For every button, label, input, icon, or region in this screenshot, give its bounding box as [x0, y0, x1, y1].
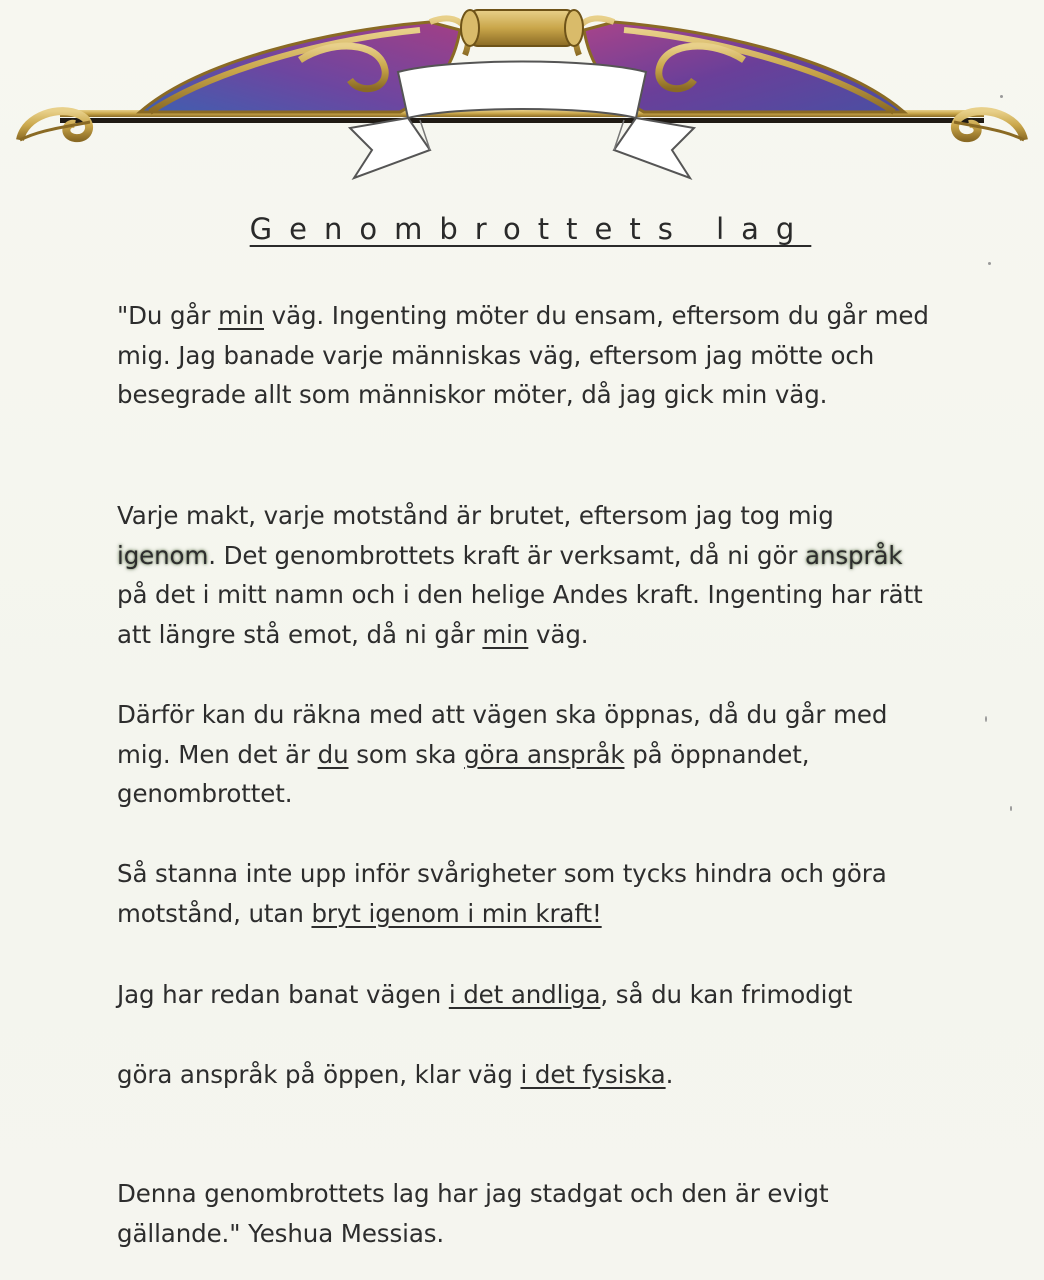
text-segment: Jag har redan banat vägen — [117, 980, 449, 1009]
text-segment: som ska — [348, 739, 465, 769]
text-segment: Så stanna inte upp inför svårigheter som tycks hindra och göra motstånd, utan — [117, 859, 887, 928]
underlined-phrase: du — [317, 739, 349, 769]
text-segment: , så du kan frimodigt — [600, 980, 853, 1009]
scan-speck — [988, 262, 991, 265]
text-segment: på det i mitt namn och i den helige Andes kraft. Ingenting har rätt att längre stå emot, då ni går — [117, 580, 923, 649]
underlined-phrase: bryt igenom i min kraft! — [311, 898, 602, 928]
scan-speck — [1000, 95, 1003, 98]
text-segment: göra anspråk på öppen, klar väg — [117, 1060, 521, 1089]
paragraph-1 — [117, 296, 937, 415]
underlined-phrase: göra anspråk — [464, 739, 625, 769]
text-segment: på öppnandet, genombrottet. — [117, 739, 810, 808]
paragraph-7 — [117, 1174, 937, 1253]
text-segment: Denna genombrottets lag har jag stadgat och den är evigt gällande." Yeshua Messias. — [117, 1179, 829, 1248]
ornamental-header-banner — [0, 0, 1044, 190]
underlined-phrase: i det fysiska — [520, 1060, 666, 1089]
text-segment: väg. Ingenting möter du ensam, eftersom du går med mig. Jag banade varje människas väg, eftersom jag mötte och besegrade allt som människor möter, då jag gick min väg. — [117, 301, 929, 409]
underlined-phrase: min — [482, 619, 529, 649]
highlighted-word: anspråk — [805, 540, 903, 570]
text-segment: väg. — [528, 619, 589, 649]
scan-speck — [985, 716, 987, 722]
highlighted-word: igenom — [117, 540, 209, 570]
text-segment: Därför kan du räkna med att vägen ska öppnas, då du går med mig. Men det är — [117, 700, 888, 769]
text-segment: . Det genombrottets kraft är verksamt, då ni gör — [208, 540, 806, 570]
text-segment: Varje makt, varje motstånd är brutet, eftersom jag tog mig — [117, 501, 834, 530]
scan-speck — [1010, 806, 1012, 811]
document-title: Genombrottets lag — [249, 212, 812, 246]
paragraph-3 — [117, 695, 937, 814]
paragraph-6 — [117, 1055, 937, 1095]
underlined-phrase: min — [218, 301, 264, 330]
text-segment: "Du går — [117, 301, 219, 330]
paragraph-2 — [117, 496, 937, 654]
text-segment: . — [665, 1060, 674, 1089]
underlined-phrase: i det andliga — [448, 980, 601, 1009]
paragraph-5 — [117, 975, 937, 1015]
paragraph-4 — [117, 854, 937, 933]
